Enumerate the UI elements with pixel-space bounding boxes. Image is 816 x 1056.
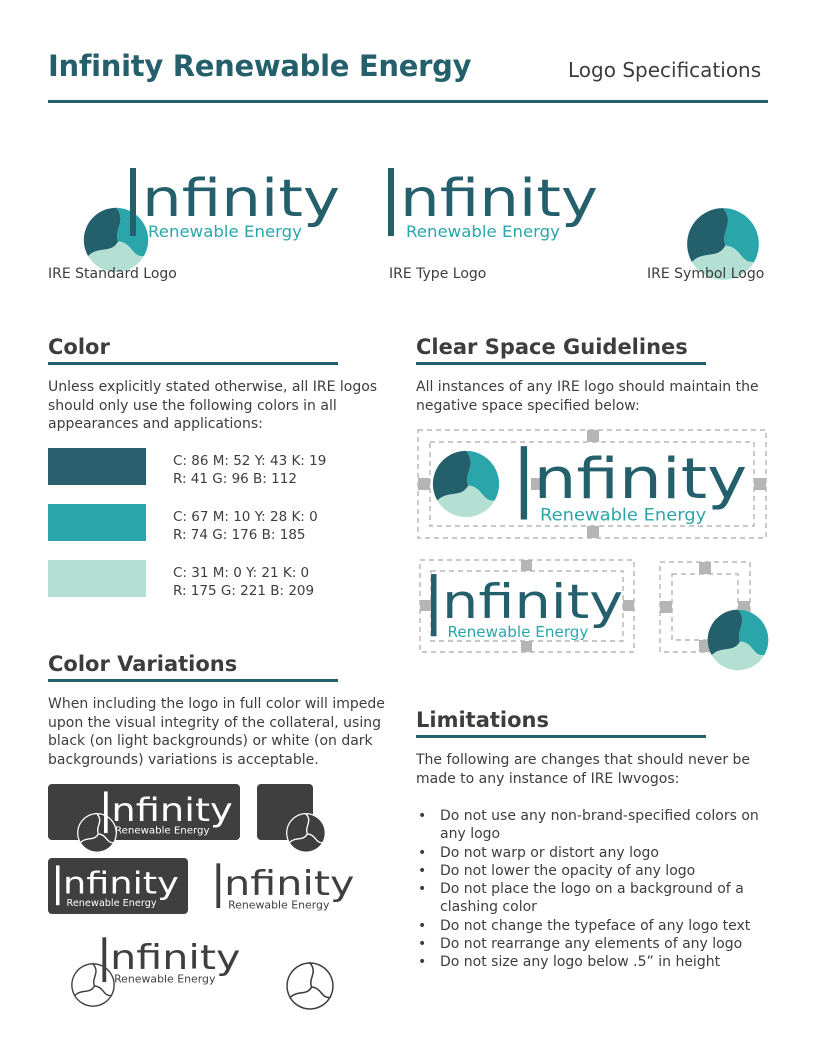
section-title-color: Color <box>48 335 110 359</box>
limitation-item: • Do not warp or distort any logo <box>416 844 768 862</box>
color-intro: Unless explicitly stated otherwise, all IRE logos should only use the following colors in all appearances and applications: <box>48 379 378 432</box>
limitation-item: • Do not place the logo on a background of a clashing color <box>416 880 768 917</box>
variation-type-black <box>216 862 356 912</box>
limitation-item: • Do not use any non-brand-specified colors on any logo <box>416 807 768 844</box>
section-title-limitations: Limitations <box>416 708 549 732</box>
swatch-dark-teal <box>48 448 146 485</box>
swatch-mint <box>48 560 146 597</box>
section-divider <box>416 362 706 365</box>
variation-symbol-white <box>257 784 313 840</box>
variation-type-white <box>48 858 188 914</box>
variation-symbol-black <box>260 936 310 986</box>
swatch-rgb: R: 175 G: 221 B: 209 <box>173 583 315 599</box>
page-subtitle: Logo Specifications <box>568 58 762 82</box>
swatch-teal <box>48 504 146 541</box>
section-title-variations: Color Variations <box>48 652 238 676</box>
logo-caption: IRE Symbol Logo <box>647 266 765 282</box>
type-logo <box>388 166 600 242</box>
swatch-cmyk: C: 67 M: 10 Y: 28 K: 0 <box>173 509 318 525</box>
standard-logo-symbol <box>46 170 116 240</box>
symbol-logo <box>645 166 723 244</box>
clear-space-symbol <box>658 560 752 654</box>
symbol-white-icon <box>55 791 97 833</box>
limitation-item: • Do not change the typeface of any logo text <box>416 917 768 935</box>
section-title-clear-space: Clear Space Guidelines <box>416 335 688 359</box>
swatch-cmyk: C: 86 M: 52 Y: 43 K: 19 <box>173 453 327 469</box>
variation-standard-white <box>48 784 240 840</box>
symbol-white-icon <box>264 791 306 833</box>
header-divider <box>48 100 768 103</box>
variation-type-black <box>102 936 242 986</box>
limitations-list <box>416 807 768 972</box>
limitation-item: • Do not size any logo below .5” in height <box>416 953 768 971</box>
type-white <box>104 790 234 837</box>
variation-symbol-black <box>47 939 93 985</box>
clear-space-type <box>418 558 636 654</box>
limitation-item: • Do not lower the opacity of any logo <box>416 862 768 880</box>
logo-caption: IRE Standard Logo <box>48 266 177 282</box>
limitation-item: • Do not rearrange any elements of any logo <box>416 935 768 953</box>
section-divider <box>48 679 338 682</box>
type-white <box>56 864 180 909</box>
swatch-rgb: R: 41 G: 96 B: 112 <box>173 471 297 487</box>
section-divider <box>416 735 706 738</box>
limitations-intro: The following are changes that should never be made to any instance of IRE lwvogos: <box>416 752 751 787</box>
variations-text: When including the logo in full color will impede upon the visual integrity of the collateral, using black (on light backgrounds) or white (on dark backgrounds) variations is acceptable. <box>48 696 385 768</box>
standard-logo-type <box>130 166 342 242</box>
clear-space-text: All instances of any IRE logo should maintain the negative space specified below: <box>416 379 759 414</box>
section-divider <box>48 362 338 365</box>
logo-caption: IRE Type Logo <box>389 266 487 282</box>
swatch-rgb: R: 74 G: 176 B: 185 <box>173 527 306 543</box>
clear-space-standard <box>416 428 768 542</box>
swatch-cmyk: C: 31 M: 0 Y: 21 K: 0 <box>173 565 310 581</box>
page-title: Infinity Renewable Energy <box>48 49 472 83</box>
